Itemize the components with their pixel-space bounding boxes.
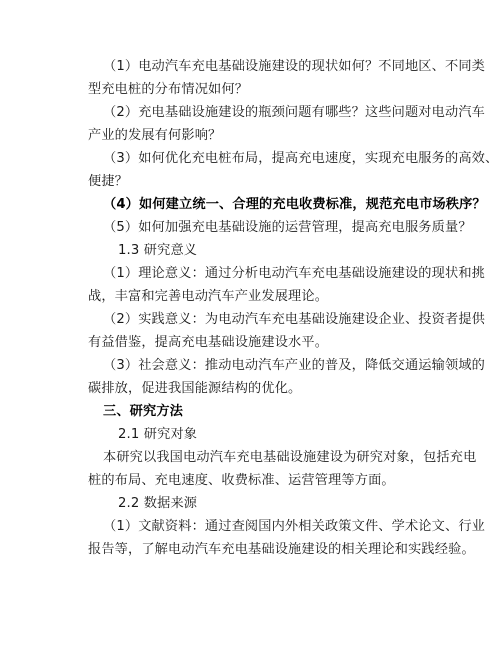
question-5-line: （5）如何加强充电基础设施的运营管理，提高充电服务质量？	[103, 220, 472, 235]
significance-2-line-1: （2）实践意义：为电动汽车充电基础设施建设企业、投资者提供	[103, 312, 485, 327]
research-object-line-1: 本研究以我国电动汽车充电基础设施建设为研究对象，包括充电	[103, 450, 477, 465]
significance-3-line-2: 碳排放，促进我国能源结构的优化。	[88, 381, 302, 396]
significance-1-line-2: 战，丰富和完善电动汽车产业发展理论。	[88, 289, 329, 304]
section-heading-2-1: 2.1 研究对象	[118, 427, 198, 442]
significance-3-line-1: （3）社会意义：推动电动汽车产业的普及，降低交通运输领域的	[103, 358, 485, 373]
question-1-line-1: （1）电动汽车充电基础设施建设的现状如何？不同地区、不同类	[103, 59, 485, 74]
question-3-line-2: 便捷？	[88, 174, 129, 189]
significance-2-line-2: 有益借鉴，提高充电基础设施建设水平。	[88, 335, 329, 350]
question-1-line-2: 型充电桩的分布情况如何？	[88, 82, 249, 97]
section-heading-2-2: 2.2 数据来源	[118, 496, 198, 511]
question-2-line-1: （2）充电基础设施建设的瓶颈问题有哪些？这些问题对电动汽车	[103, 105, 485, 120]
question-4-line: （4）如何建立统一、合理的充电收费标准，规范充电市场秩序？	[103, 197, 486, 212]
question-2-line-2: 产业的发展有何影响？	[88, 128, 222, 143]
section-heading-3: 三、研究方法	[103, 404, 184, 419]
section-heading-1-3: 1.3 研究意义	[118, 243, 198, 258]
data-source-line-1: （1）文献资料：通过查阅国内外相关政策文件、学术论文、行业	[103, 519, 485, 534]
research-object-line-2: 桩的布局、充电速度、收费标准、运营管理等方面。	[88, 473, 395, 488]
question-3-line-1: （3）如何优化充电桩布局，提高充电速度，实现充电服务的高效、	[103, 151, 499, 166]
significance-1-line-1: （1）理论意义：通过分析电动汽车充电基础设施建设的现状和挑	[103, 266, 485, 281]
data-source-line-2: 报告等，了解电动汽车充电基础设施建设的相关理论和实践经验。	[88, 542, 475, 557]
